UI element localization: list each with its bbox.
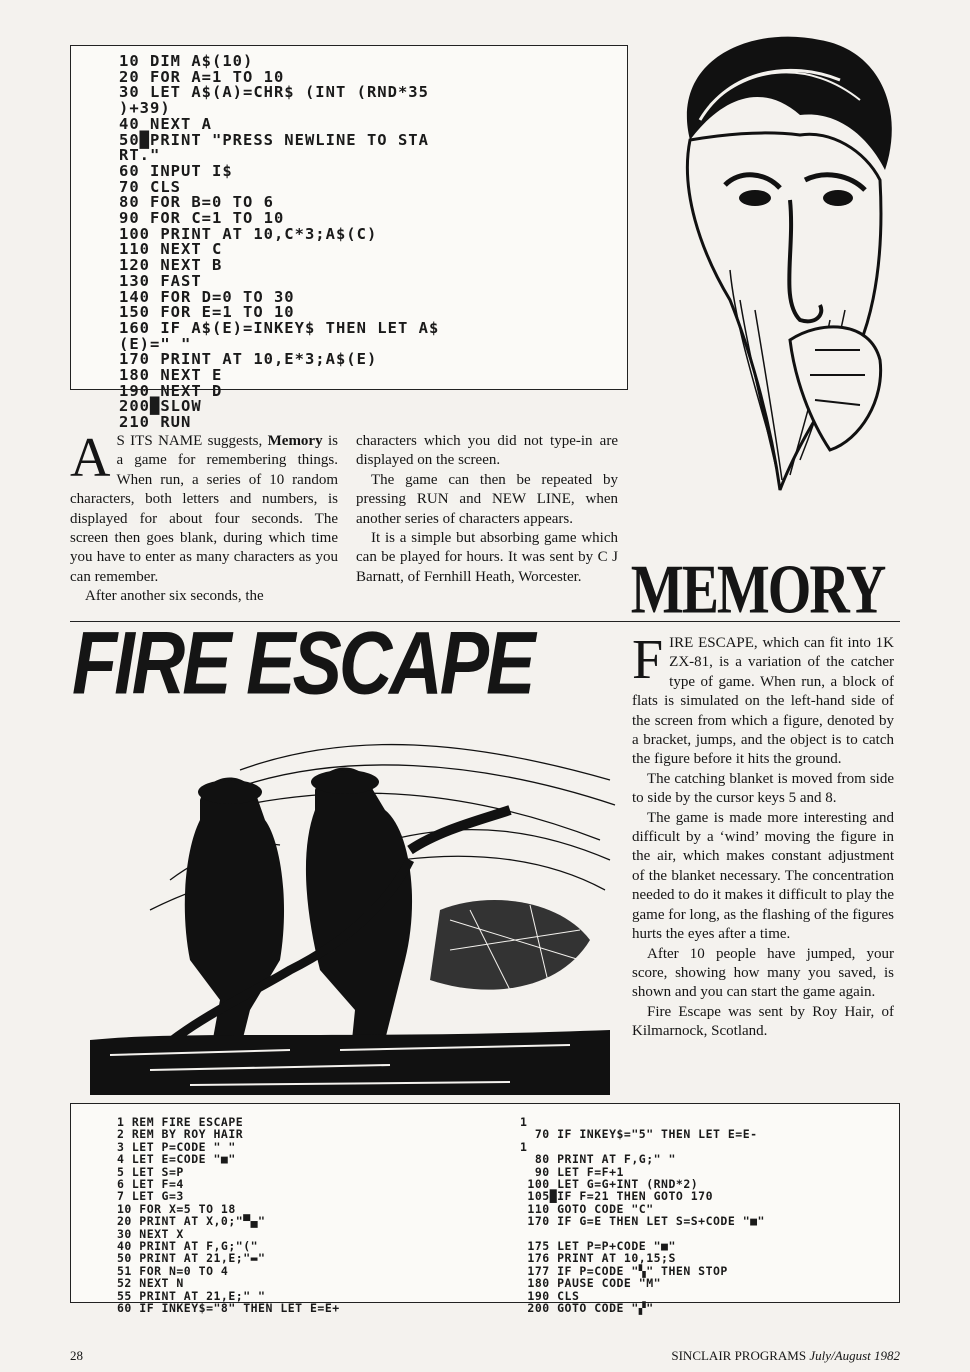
fire-escape-p3: The game is made more interesting and difficult by a ‘wind’ moving the figure in the air, which makes constant adjustment of the blanket necessary. The concentration needed to do it makes it difficult to play the game for long, as the flashing of the figures hurts the eyes after a time. <box>632 809 895 943</box>
fire-escape-p2: The catching blanket is moved from side to side by the cursor keys 5 and 8. <box>632 770 894 807</box>
fire-escape-p4: After 10 people have jumped, your score, showing how many you saved, is shown and you can start the game again. <box>632 945 894 1001</box>
firemen-illustration <box>90 710 630 1095</box>
memory-headline: MEMORY <box>630 551 885 629</box>
memory-title-bold: Memory <box>267 433 323 449</box>
fire-escape-p5: Fire Escape was sent by Roy Hair, of Kilmarnock, Scotland. <box>632 1003 894 1040</box>
fire-escape-headline: FIRE ESCAPE <box>72 613 533 713</box>
memory-col2-p2: The game can then be repeated by pressing RUN and NEW LINE, when another series of characters appears. <box>356 471 618 527</box>
page-number: 28 <box>70 1348 83 1363</box>
memory-para2: After another six seconds, the <box>85 588 264 605</box>
magazine-name: SINCLAIR PROGRAMS <box>671 1348 807 1363</box>
memory-intro-pre: S ITS NAME suggests, <box>116 433 268 449</box>
fire-escape-listing-right: 1 70 IF INKEY$="5" THEN LET E=E- 1 80 PRINT AT F,G;" " 90 LET F=F+1 100 LET G=G+INT (RND*2) 105█IF F=21 THEN GOTO 170 110 GOTO CODE "C" 170 IF G=E THEN LET S=S+CODE "■" 175 LET P=P+CODE "■" 176 PRINT AT 10,15;S 177 IF P=CODE "▚" THEN STOP 180 PAUSE CODE "M" 190 CLS 200 GOTO CODE "▞" <box>500 1103 900 1303</box>
memory-article-col1 <box>70 427 338 607</box>
fire-escape-drop-cap: F <box>632 629 664 691</box>
issue-date: July/August 1982 <box>809 1348 900 1363</box>
fire-escape-listing-left: 1 REM FIRE ESCAPE 2 REM BY ROY HAIR 3 LET P=CODE " " 4 LET E=CODE "■" 5 LET S=P 6 LET F=4 7 LET G=3 10 FOR X=5 TO 18 20 PRINT AT X,0;"▀▄" 30 NEXT X 40 PRINT AT F,G;"(" 50 PRINT AT 21,E;"▬" 51 FOR N=0 TO 4 52 NEXT N 55 PRINT AT 21,E;" " 60 IF INKEY$="8" THEN LET E=E+ <box>70 1103 500 1303</box>
fire-escape-article <box>632 629 895 1042</box>
memory-col2-p1: characters which you did not type-in are displayed on the screen. <box>356 433 618 469</box>
caricature-illustration <box>630 20 910 550</box>
footer-masthead <box>644 1348 900 1364</box>
memory-col2-p3: It is a simple but absorbing game which can be played for hours. It was sent by C J Barnatt, of Fernhill Heath, Worcester. <box>356 530 618 585</box>
memory-program-listing: 10 DIM A$(10) 20 FOR A=1 TO 10 30 LET A$(A)=CHR$ (INT (RND*35 )+39) 40 NEXT A 50█PRINT "PRESS NEWLINE TO STA RT." 60 INPUT I$ 70 CLS 80 FOR B=0 TO 6 90 FOR C=1 TO 10 100 PRINT AT 10,C*3;A$(C) 110 NEXT C 120 NEXT B 130 FAST 140 FOR D=0 TO 30 150 FOR E=1 TO 10 160 IF A$(E)=INKEY$ THEN LET A$ (E)=" " 170 PRINT AT 10,E*3;A$(E) 180 NEXT E 190 NEXT D 200█SLOW 210 RUN <box>70 45 628 390</box>
fire-escape-p1: IRE ESCAPE, which can fit into 1K ZX-81, is a variation of the catcher type of game. When run, a block of flats is simulated on the left-hand side of the screen from which a figure, denoted by a bracket, jumps, and the object is to catch the figure before it hits the ground. <box>632 635 894 768</box>
memory-article-col2 <box>356 432 618 587</box>
memory-intro-post: is a game for remembering things. When run, a series of 10 random characters, both letters and numbers, is displayed for about four seconds. The screen then goes blank, during which time you have to enter as many characters as you can remember. <box>70 433 338 585</box>
memory-drop-cap: A <box>70 427 111 489</box>
